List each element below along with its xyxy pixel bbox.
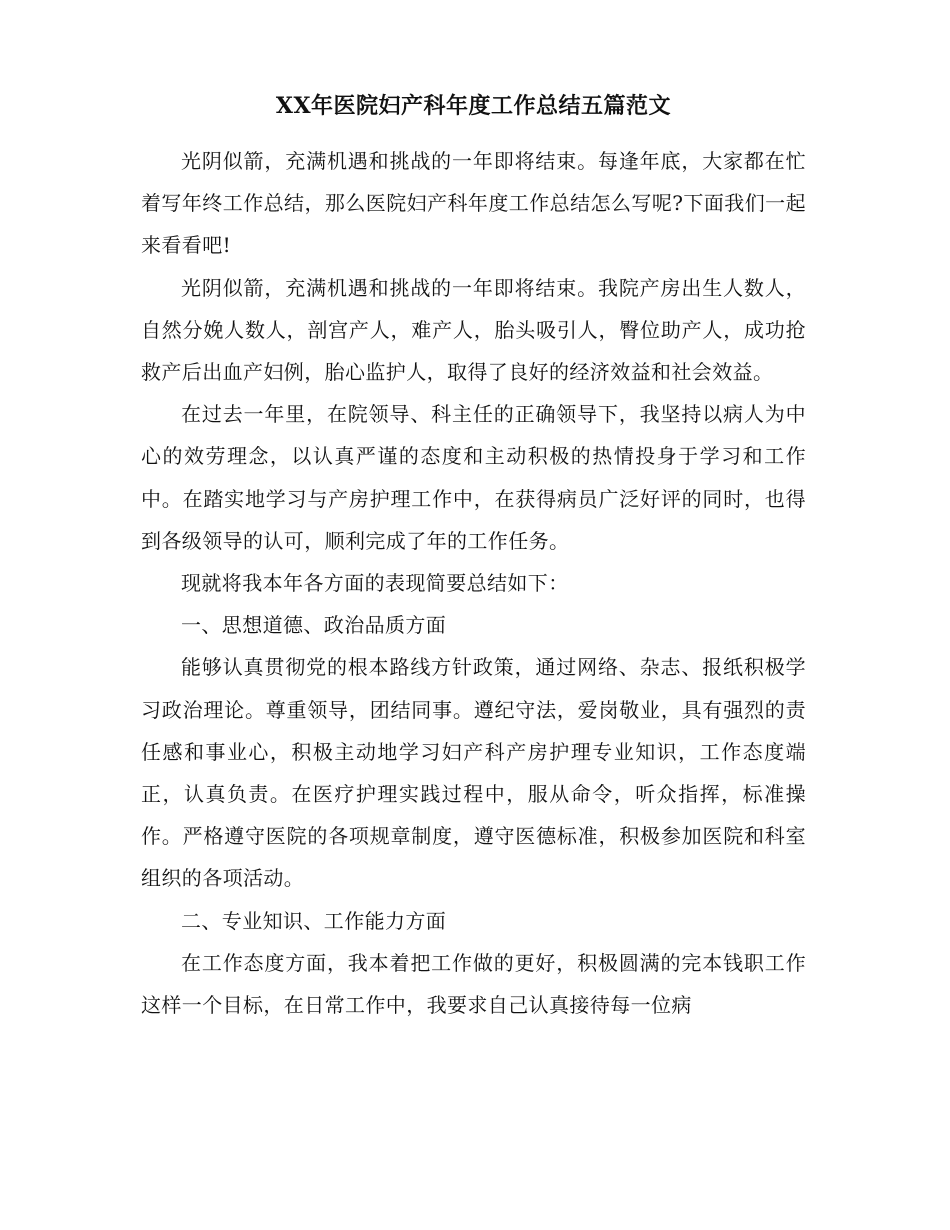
summary-intro-paragraph: 现就将我本年各方面的表现简要总结如下： bbox=[181, 571, 569, 596]
document-body bbox=[141, 86, 806, 1026]
review-paragraph: 在过去一年里，在院领导、科主任的正确领导下，我坚持以病人为中心的效劳理念，以认真严谨的态度和主动积极的热情投身于学习和工作中。在踏实地学习与产房护理工作中，在获得病员广泛好评的同时，也得到各级领导的认可，顺利完成了年的工作任务。 bbox=[141, 402, 806, 553]
professional-paragraph: 在工作态度方面，我本着把工作做的更好，积极圆满的完本钱职工作这样一个目标，在日常工作中，我要求自己认真接待每一位病 bbox=[141, 950, 806, 1018]
intro-paragraph: 光阴似箭，充满机遇和挑战的一年即将结束。每逢年底，大家都在忙着写年终工作总结，那么医院妇产科年度工作总结怎么写呢?下面我们一起来看看吧! bbox=[141, 149, 806, 258]
section-heading-professional: 二、专业知识、工作能力方面 bbox=[181, 908, 447, 933]
ideology-paragraph: 能够认真贯彻党的根本路线方针政策，通过网络、杂志、报纸积极学习政治理论。尊重领导，团结同事。遵纪守法，爱岗敬业，具有强烈的责任感和事业心，积极主动地学习妇产科产房护理专业知识，工作态度端正，认真负责。在医疗护理实践过程中，服从命令，听众指挥，标准操作。严格遵守医院的各项规章制度，遵守医德标准，积极参加医院和科室组织的各项活动。 bbox=[141, 655, 806, 891]
document-title: XX年医院妇产科年度工作总结五篇范文 bbox=[275, 93, 672, 119]
statistics-paragraph: 光阴似箭，充满机遇和挑战的一年即将结束。我院产房出生人数人，自然分娩人数人，剖宫产人，难产人，胎头吸引人，臀位助产人，成功抢救产后出血产妇例，胎心监护人，取得了良好的经济效益和社会效益。 bbox=[141, 275, 806, 385]
section-heading-ideology: 一、思想道德、政治品质方面 bbox=[181, 613, 447, 638]
